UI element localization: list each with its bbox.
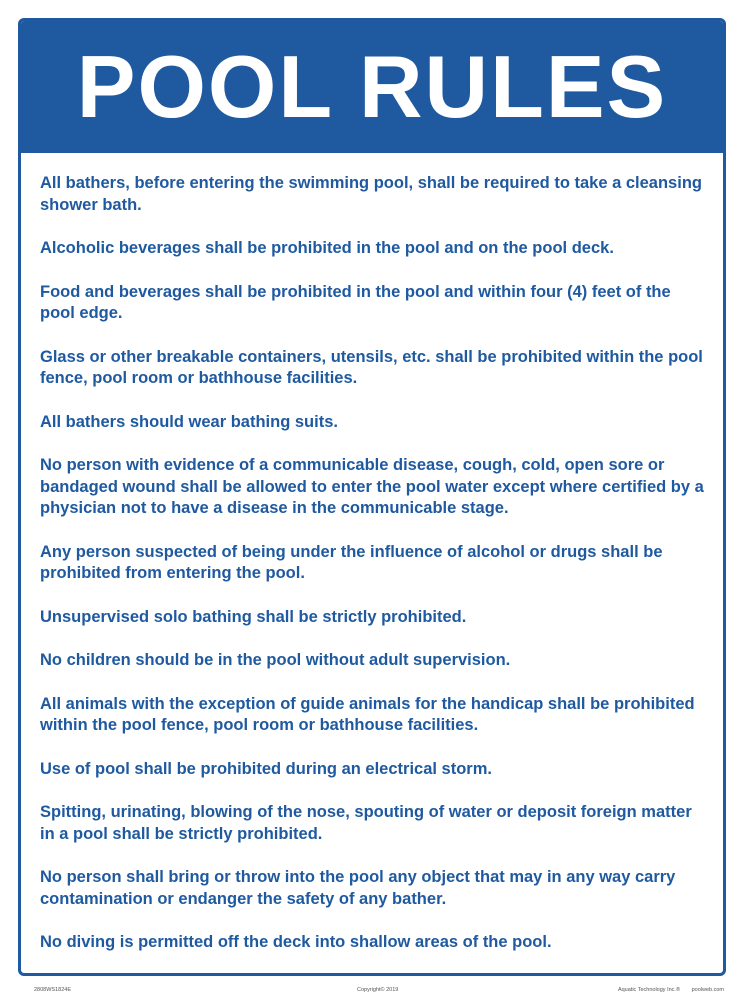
rule-item: Food and beverages shall be prohibited in the pool and within four (4) feet of the pool edge. bbox=[40, 282, 671, 322]
rule-item: Glass or other breakable containers, utensils, etc. shall be prohibited within the pool fence, pool room or bathhouse facilities. bbox=[40, 347, 703, 387]
rule-item: All bathers, before entering the swimming pool, shall be required to take a cleansing shower bath. bbox=[40, 174, 702, 214]
copyright-notice: Copyright© 2019 bbox=[357, 987, 399, 993]
rule-item: No person shall bring or throw into the pool any object that may in any way carry contamination or endanger the safety of any bather. bbox=[40, 868, 676, 908]
rule-item: Spitting, urinating, blowing of the nose, spouting of water or deposit foreign matter in a pool shall be strictly prohibited. bbox=[40, 803, 692, 843]
rule-item: No children should be in the pool without adult supervision. bbox=[40, 651, 511, 669]
rule-item: Any person suspected of being under the influence of alcohol or drugs shall be prohibited from entering the pool. bbox=[40, 542, 663, 582]
rule-item: All bathers should wear bathing suits. bbox=[40, 412, 338, 431]
product-code: 2808WS1824E bbox=[34, 987, 71, 993]
company-website: poolweb.com bbox=[691, 987, 724, 993]
rule-item: All animals with the exception of guide animals for the handicap shall be prohibited within the pool fence, pool room or bathhouse facilities. bbox=[40, 694, 695, 734]
rule-item: Unsupervised solo bathing shall be strictly prohibited. bbox=[40, 607, 467, 626]
rule-item: Use of pool shall be prohibited during an electrical storm. bbox=[40, 759, 492, 778]
sign-title: POOL RULES bbox=[76, 37, 668, 136]
rule-item: No person with evidence of a communicable disease, cough, cold, open sore or bandaged wound shall be allowed to enter the pool water except where certified by a physician not to have a disease in the communicable stage. bbox=[40, 456, 704, 517]
rule-item: Alcoholic beverages shall be prohibited in the pool and on the pool deck. bbox=[40, 239, 614, 257]
sign-footer bbox=[34, 985, 724, 995]
title-banner bbox=[21, 21, 723, 153]
pool-rules-sign bbox=[18, 18, 726, 976]
rules-list bbox=[40, 173, 708, 976]
company-name: Aquatic Technology Inc.® bbox=[617, 987, 680, 993]
rule-item: No diving is permitted off the deck into shallow areas of the pool. bbox=[40, 933, 552, 951]
